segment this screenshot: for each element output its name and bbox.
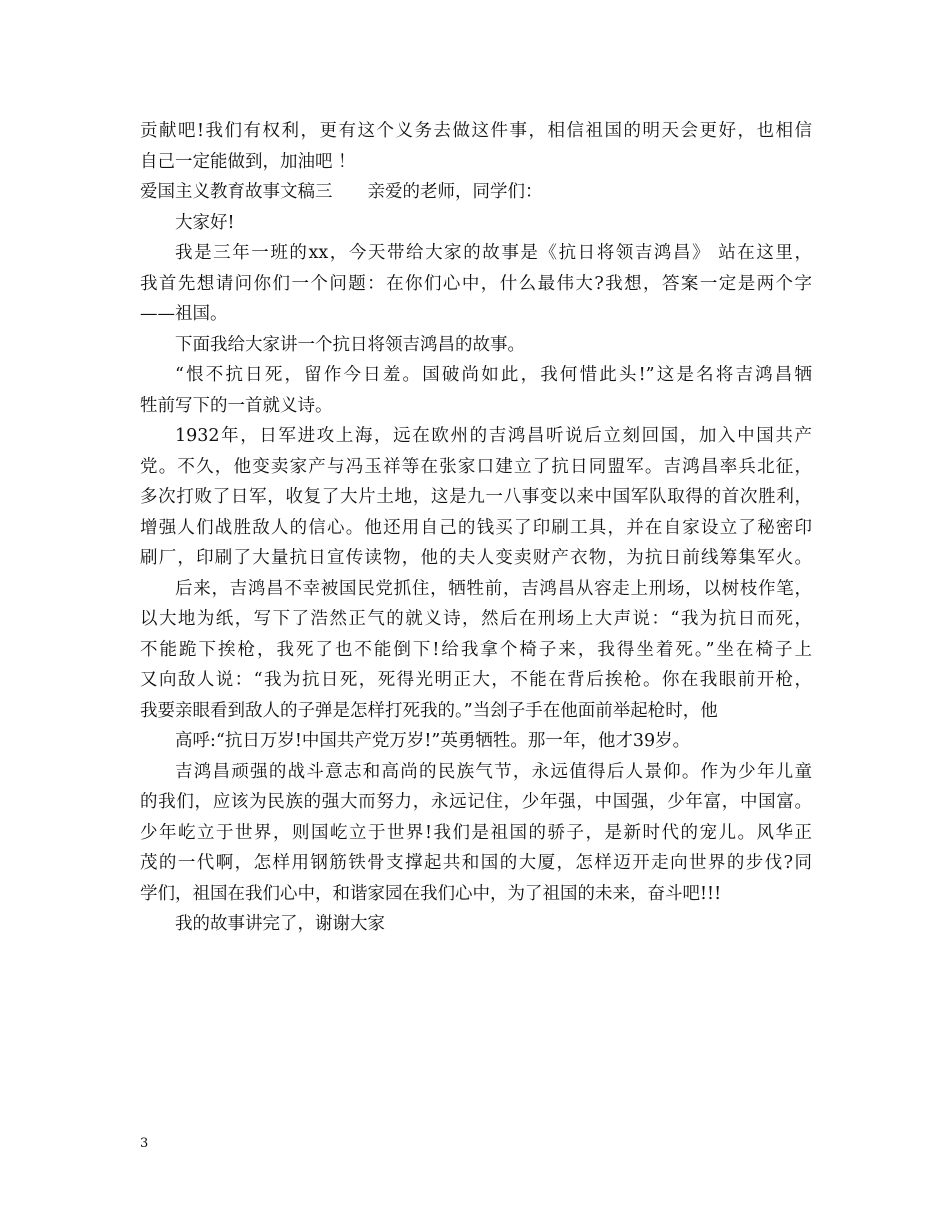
text-line: 贡献吧!我们有权利，更有这个义务去做这件事，相信祖国的明天会更好，也相信 — [140, 121, 812, 141]
text-line: 下面我给大家讲一个抗日将领吉鸿昌的故事。 — [175, 334, 525, 355]
text-line: 又向敌人说：“我为抗日死，死得光明正大，不能在背后挨枪。你在我眼前开枪， — [140, 670, 812, 690]
text-line: 爱国主义教育故事文稿三 亲爱的老师，同学们： — [140, 182, 543, 202]
text-line: 增强人们战胜敌人的信心。他还用自己的钱买了印刷工具，并在自家设立了秘密印 — [140, 517, 812, 538]
page-number: 3 — [140, 1136, 149, 1151]
text-line: “恨不抗日死，留作今日羞。国破尚如此，我何惜此头!”这是名将吉鸿昌牺 — [175, 365, 812, 385]
text-line: 我是三年一班的xx，今天带给大家的故事是《抗日将领吉鸿昌》 站在这里， — [175, 243, 812, 263]
text-line: 我要亲眼看到敌人的子弹是怎样打死我的。”当刽子手在他面前举起枪时，他 — [140, 700, 718, 721]
text-line: 吉鸿昌顽强的战斗意志和高尚的民族气节，永远值得后人景仰。作为少年儿童 — [175, 761, 812, 782]
text-line: 我首先想请问你们一个问题：在你们心中，什么最伟大?我想，答案一定是两个字 — [140, 273, 812, 294]
text-line: 自己一定能做到，加油吧 ！ — [140, 151, 356, 172]
text-line: ——祖国。 — [140, 304, 228, 324]
text-line: 学们，祖国在我们心中，和谐家园在我们心中，为了祖国的未来，奋斗吧!!! — [140, 883, 722, 904]
text-line: 牲前写下的一首就义诗。 — [140, 395, 333, 416]
text-line: 的我们，应该为民族的强大而努力，永远记住，少年强，中国强，少年富，中国富。 — [140, 792, 812, 812]
text-line: 刷厂，印刷了大量抗日宣传读物，他的夫人变卖财产衣物，为抗日前线筹集军火。 — [140, 548, 812, 568]
text-line: 不能跪下挨枪，我死了也不能倒下!给我拿个椅子来，我得坐着死。”坐在椅子上 — [140, 639, 812, 660]
text-line: 后来，吉鸿昌不幸被国民党抓住，牺牲前，吉鸿昌从容走上刑场，以树枝作笔， — [175, 578, 812, 599]
text-line: 以大地为纸，写下了浩然正气的就义诗，然后在刑场上大声说：“我为抗日而死， — [140, 609, 812, 629]
text-line: 茂的一代啊，怎样用钢筋铁骨支撑起共和国的大厦，怎样迈开走向世界的步伐?同 — [140, 853, 812, 873]
text-line: 我的故事讲完了，谢谢大家 — [175, 914, 385, 934]
document-body — [140, 116, 812, 940]
text-line: 1932年，日军进攻上海，远在欧州的吉鸿昌听说后立刻回国，加入中国共产 — [175, 426, 812, 446]
text-line: 多次打败了日军，收复了大片土地，这是九一八事变以来中国军队取得的首次胜利， — [140, 487, 812, 507]
text-line: 大家好! — [175, 212, 235, 233]
text-line: 少年屹立于世界，则国屹立于世界!我们是祖国的骄子，是新时代的宠儿。风华正 — [140, 822, 812, 843]
text-line: 高呼:“抗日万岁!中国共产党万岁!”英勇牺牲。那一年，他才39岁。 — [175, 731, 691, 751]
text-line: 党。不久，他变卖家产与冯玉祥等在张家口建立了抗日同盟军。吉鸿昌率兵北征， — [140, 456, 812, 477]
